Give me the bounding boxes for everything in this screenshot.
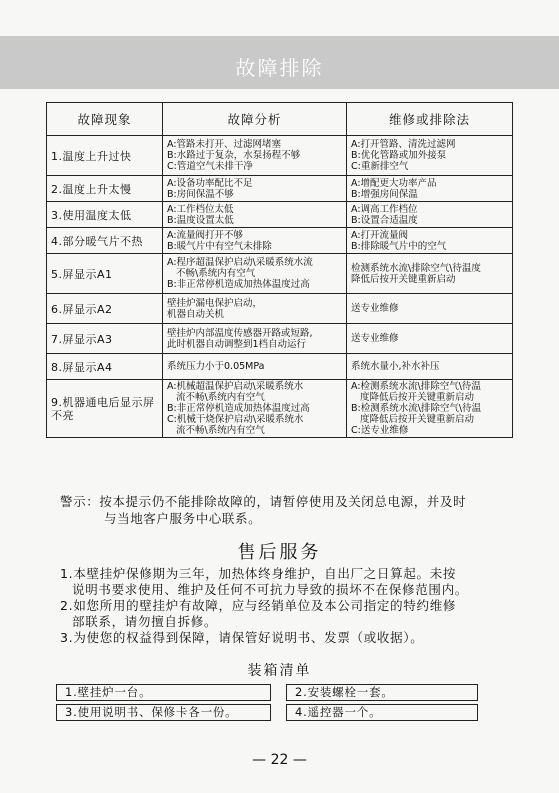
fix-line: 度降低后按开关键重新启动 xyxy=(351,414,475,425)
table-row xyxy=(47,354,513,380)
list-item: 2.如您所用的壁挂炉有故障，应与经销单位及本公司指定的特约维修 部联系，请勿擅自拆修。 xyxy=(60,598,457,629)
fix-line: 降低后按开关键重新启动 xyxy=(351,273,456,285)
fix-line: B:排除暖气片中的空气 xyxy=(351,240,447,252)
fix-line: B:增强房间保温 xyxy=(351,188,418,200)
fix-line: 送专业维修 xyxy=(351,303,399,314)
analysis-cell xyxy=(163,354,347,380)
analysis-line: 流不畅\系统内有空气 xyxy=(167,392,265,403)
analysis-line: A:流量阀打开不够 xyxy=(167,229,244,241)
after-sales-title: 售后服务 xyxy=(237,542,322,563)
analysis-cell xyxy=(163,176,347,202)
header-fix: 维修或排除法 xyxy=(347,103,513,136)
analysis-line: A:程序超温保护启动\采暖系统水流 xyxy=(167,257,313,268)
analysis-line: B:非正常停机造成加热体温度过高 xyxy=(167,279,310,290)
fix-line: B:优化管路或加外接泵 xyxy=(351,150,447,161)
packing-item: 2.安装螺栓一套。 xyxy=(286,684,478,701)
fix-cell xyxy=(347,228,513,254)
table-row xyxy=(47,176,513,202)
packing-item: 4.遥控器一个。 xyxy=(286,704,478,721)
analysis-line: B:水路过于复杂，水泵扬程不够 xyxy=(167,150,301,161)
analysis-cell xyxy=(163,228,347,254)
packing-item: 1.壁挂炉一台。 xyxy=(56,684,271,701)
analysis-line: A:管路未打开、过滤网堵塞 xyxy=(167,139,282,150)
analysis-line: 系统压力小于0.05MPa xyxy=(167,361,265,372)
header-symptom: 故障现象 xyxy=(47,103,163,136)
analysis-line: A:设备功率配比不足 xyxy=(167,177,253,189)
fix-line: 检测系统水流\排除空气\待温度 xyxy=(351,262,481,274)
fix-cell xyxy=(347,354,513,380)
fix-line: A:调高工作档位 xyxy=(351,203,418,215)
table-row xyxy=(47,228,513,254)
table-row xyxy=(47,254,513,294)
analysis-line: A:机械超温保护启动\采暖系统水 xyxy=(167,381,304,392)
symptom-cell: 8.屏显示A4 xyxy=(47,354,163,380)
analysis-line: A:工作档位太低 xyxy=(167,203,234,215)
analysis-line: 壁挂炉漏电保护启动， xyxy=(167,297,263,309)
fix-line: A:检测系统水流\排除空气\待温 xyxy=(351,381,481,392)
table-header-row xyxy=(47,103,513,136)
page-number: — 22 — xyxy=(252,752,307,768)
analysis-line: B:暖气片中有空气未排除 xyxy=(167,240,272,252)
fix-line: B:设置合适温度 xyxy=(351,214,418,226)
analysis-line: B:温度设置太低 xyxy=(167,214,234,226)
analysis-cell xyxy=(163,380,347,438)
troubleshooting-table xyxy=(46,102,513,438)
table-row xyxy=(47,294,513,324)
fix-line: A:打开流量阀 xyxy=(351,229,409,241)
fix-cell xyxy=(347,324,513,354)
list-item: 1.本壁挂炉保修期为三年，加热体终身维护，自出厂之日算起。未按 说明书要求使用、维护及任何不可抗力导致的损坏不在保修范围内。 xyxy=(60,566,469,597)
symptom-cell: 7.屏显示A3 xyxy=(47,324,163,354)
table-row xyxy=(47,380,513,438)
analysis-cell xyxy=(163,202,347,228)
analysis-line: C:机械干烧保护启动\采暖系统水 xyxy=(167,414,304,425)
fix-line: 系统水量小,补水补压 xyxy=(351,361,440,372)
analysis-line: 不畅\系统内有空气 xyxy=(167,268,256,279)
table-row xyxy=(47,136,513,176)
symptom-cell: 5.屏显示A1 xyxy=(47,254,163,294)
fix-cell xyxy=(347,202,513,228)
analysis-line: C:管道空气未排干净 xyxy=(167,161,253,172)
fix-line: C:送专业维修 xyxy=(351,425,409,436)
analysis-cell xyxy=(163,294,347,324)
warning-line: 警示：按本提示仍不能排除故障的，请暂停使用及关闭总电源，并及时 xyxy=(60,494,467,509)
page-title: 故障排除 xyxy=(235,56,324,80)
header-analysis: 故障分析 xyxy=(163,103,347,136)
analysis-line: B:房间保温不够 xyxy=(167,188,234,200)
symptom-cell: 6.屏显示A2 xyxy=(47,294,163,324)
fix-cell xyxy=(347,136,513,176)
analysis-line: B:非正常停机造成加热体温度过高 xyxy=(167,403,310,414)
fix-line: 度降低后按开关键重新启动 xyxy=(351,392,475,403)
warning-line: 与当地客户服务中心联系。 xyxy=(104,511,262,526)
table-row xyxy=(47,202,513,228)
table-row xyxy=(47,324,513,354)
symptom-cell: 3.使用温度太低 xyxy=(47,202,163,228)
fix-cell xyxy=(347,254,513,294)
packing-list-title: 装箱清单 xyxy=(247,663,312,679)
fix-line: A:打开管路、清洗过滤网 xyxy=(351,139,456,150)
analysis-cell xyxy=(163,254,347,294)
list-item: 3.为使您的权益得到保障，请保管好说明书、发票（或收据）。 xyxy=(60,630,424,645)
analysis-line: 此时机器自动调整到1档自动运行 xyxy=(167,338,307,350)
analysis-line: 流不畅\系统内有空气 xyxy=(167,425,265,436)
analysis-line: 壁挂炉内部温度传感器开路或短路, xyxy=(167,327,313,339)
analysis-line: 机器自动关机 xyxy=(167,308,225,320)
fix-cell xyxy=(347,380,513,438)
symptom-cell: 2.温度上升太慢 xyxy=(47,176,163,202)
fix-cell xyxy=(347,176,513,202)
packing-item: 3.使用说明书、保修卡各一份。 xyxy=(56,704,271,721)
analysis-cell xyxy=(163,136,347,176)
analysis-cell xyxy=(163,324,347,354)
symptom-cell: 9.机器通电后显示屏不亮 xyxy=(47,380,163,438)
symptom-cell: 1.温度上升过快 xyxy=(47,136,163,176)
after-sales-list xyxy=(60,566,530,646)
fix-line: A:增配更大功率产品 xyxy=(351,177,437,189)
fix-line: C:重新排空气 xyxy=(351,161,409,172)
fix-line: B:检测系统水流\排除空气\待温 xyxy=(351,403,482,414)
warning-note xyxy=(60,493,520,527)
fix-line: 送专业维修 xyxy=(351,333,399,344)
fix-cell xyxy=(347,294,513,324)
symptom-cell: 4.部分暖气片不热 xyxy=(47,228,163,254)
